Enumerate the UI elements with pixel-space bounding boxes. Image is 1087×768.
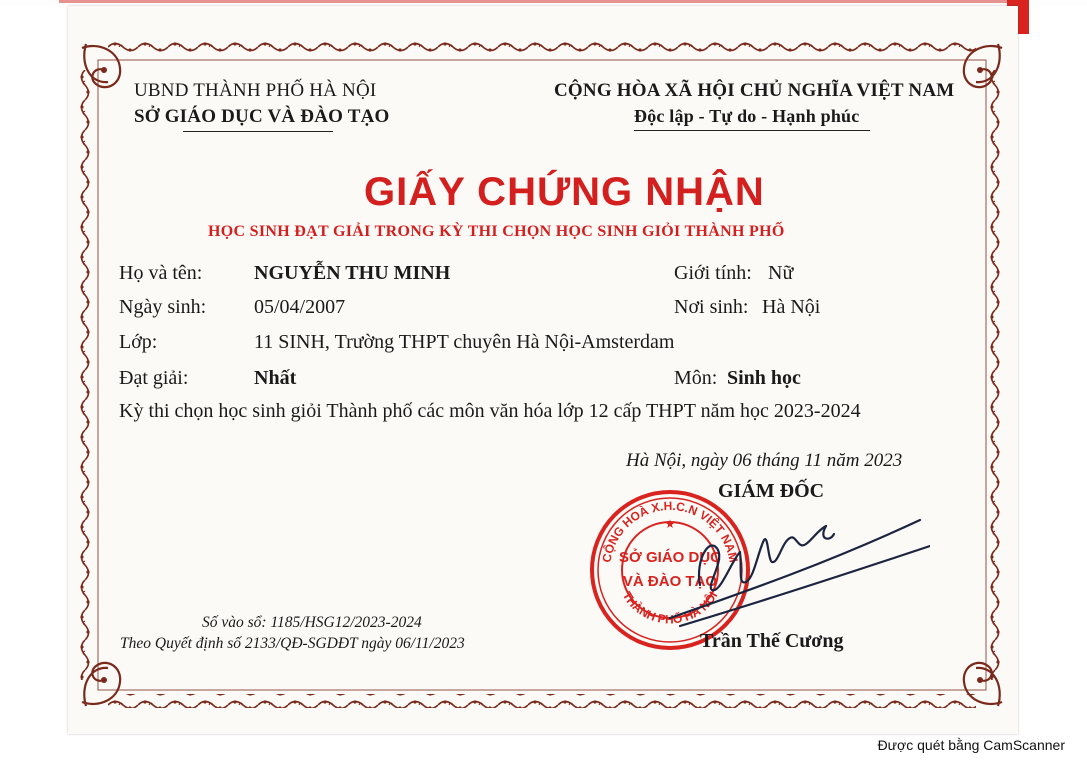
- birthplace-value: Hà Nội: [762, 296, 821, 318]
- subject-value: Sinh học: [727, 367, 801, 389]
- registry-number: Số vào sổ: 1185/HSG12/2023-2024: [202, 614, 422, 631]
- decision-reference: Theo Quyết định số 2133/QĐ-SGDĐT ngày 06/11/2023: [120, 635, 465, 652]
- name-label: Họ và tên:: [119, 262, 203, 284]
- birthplace-label: Nơi sinh:: [674, 296, 749, 318]
- issuer-department: SỞ GIÁO DỤC VÀ ĐÀO TẠO: [134, 106, 390, 127]
- gender-label: Giới tính:: [674, 262, 752, 284]
- award-value: Nhất: [254, 367, 297, 389]
- svg-text:★: ★: [664, 517, 676, 531]
- award-label: Đạt giải:: [119, 367, 189, 389]
- seal-center-line2: VÀ ĐÀO TẠO: [622, 573, 718, 590]
- name-value: NGUYỄN THU MINH: [254, 262, 451, 284]
- gender-value: Nữ: [768, 262, 794, 284]
- national-title: CỘNG HÒA XÃ HỘI CHỦ NGHĨA VIỆT NAM: [554, 80, 955, 101]
- seal-ring-text: CỘNG HOÀ X.H.C.N VIỆT NAM: [599, 498, 741, 564]
- national-motto: Độc lập - Tự do - Hạnh phúc: [634, 106, 860, 126]
- handwritten-signature: [640, 490, 930, 640]
- signer-position: GIÁM ĐỐC: [718, 480, 825, 502]
- seal-center-line1: SỞ GIÁO DỤC: [619, 549, 721, 566]
- issuer-authority: UBND THÀNH PHỐ HÀ NỘI: [134, 80, 377, 101]
- certificate-title: GIẤY CHỨNG NHẬN: [364, 170, 765, 214]
- dob-value: 05/04/2007: [254, 296, 346, 318]
- signer-name: Trần Thế Cương: [700, 630, 844, 652]
- subject-label: Môn:: [674, 367, 718, 389]
- certificate-cover-edge: [59, 0, 1019, 3]
- scanner-watermark: Được quét bằng CamScanner: [877, 737, 1065, 753]
- exam-description: Kỳ thi chọn học sinh giỏi Thành phố các môn văn hóa lớp 12 cấp THPT năm học 2023-2024: [119, 400, 861, 422]
- dob-label: Ngày sinh:: [119, 296, 207, 318]
- seal-ring-bottom: THÀNH PHỐ HÀ NỘI: [619, 589, 721, 627]
- class-value: 11 SINH, Trường THPT chuyên Hà Nội-Amsterdam: [254, 331, 675, 353]
- issuer-underline: [183, 131, 333, 132]
- motto-underline: [634, 130, 870, 131]
- class-label: Lớp:: [119, 331, 158, 353]
- place-date: Hà Nội, ngày 06 tháng 11 năm 2023: [626, 450, 903, 471]
- certificate-subtitle: HỌC SINH ĐẠT GIẢI TRONG KỲ THI CHỌN HỌC SINH GIỎI THÀNH PHỐ: [208, 223, 785, 240]
